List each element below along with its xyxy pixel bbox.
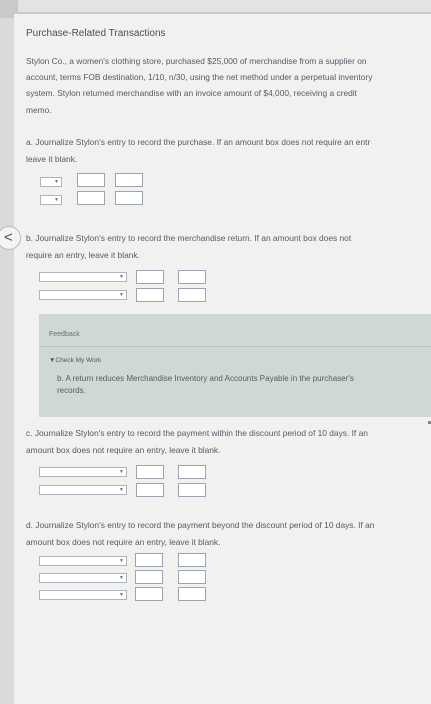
part-a-credit-input-2[interactable] xyxy=(115,191,143,205)
chevron-down-icon: ▼ xyxy=(119,592,124,598)
chevron-down-icon: ▼ xyxy=(119,558,124,564)
chevron-down-icon: ▼ xyxy=(54,197,59,203)
part-b-credit-input-2[interactable] xyxy=(178,288,206,302)
part-a-line-1: a. Journalize Stylon's entry to record the purchase. If an amount box does not require an entr xyxy=(26,137,371,147)
intro-line-3: system. Stylon returned merchandise with an invoice amount of $4,000, receiving a credit xyxy=(26,88,357,98)
part-d-line-1: d. Journalize Stylon's entry to record the payment beyond the discount period of 10 days. If an xyxy=(26,520,375,530)
feedback-text-line-1: b. A return reduces Merchandise Inventory and Accounts Payable in the purchaser's xyxy=(57,374,354,383)
part-d-debit-input-3[interactable] xyxy=(135,587,163,601)
part-b-line-2: require an entry, leave it blank. xyxy=(26,250,140,260)
check-my-work-toggle[interactable]: ▼Check My Work xyxy=(49,357,102,364)
chevron-down-icon: ▼ xyxy=(54,179,59,185)
chevron-left-icon: < xyxy=(4,229,13,246)
part-d-debit-input-1[interactable] xyxy=(135,553,163,567)
top-bar-panel xyxy=(18,0,431,12)
part-a-account-select-1[interactable] xyxy=(40,177,62,187)
feedback-label: Feedback xyxy=(49,331,80,338)
part-b-account-select-2[interactable] xyxy=(39,290,127,300)
chevron-down-icon: ▼ xyxy=(119,487,124,493)
part-c-credit-input-2[interactable] xyxy=(178,483,206,497)
problem-title: Purchase-Related Transactions xyxy=(26,28,166,39)
part-b-line-1: b. Journalize Stylon's entry to record the merchandise return. If an amount box does not xyxy=(26,233,352,243)
part-a-credit-input-1[interactable] xyxy=(115,173,143,187)
part-b-account-select-1[interactable] xyxy=(39,272,127,282)
part-c-debit-input-2[interactable] xyxy=(136,483,164,497)
part-d-account-select-3[interactable] xyxy=(39,590,127,600)
part-c-debit-input-1[interactable] xyxy=(136,465,164,479)
part-d-account-select-2[interactable] xyxy=(39,573,127,583)
part-c-credit-input-1[interactable] xyxy=(178,465,206,479)
part-c-line-2: amount box does not require an entry, leave it blank. xyxy=(26,445,221,455)
chevron-down-icon: ▼ xyxy=(119,575,124,581)
part-c-line-1: c. Journalize Stylon's entry to record the payment within the discount period of 10 days. If an xyxy=(26,428,368,438)
part-d-credit-input-1[interactable] xyxy=(178,553,206,567)
intro-line-4: memo. xyxy=(26,105,52,115)
part-b-debit-input-1[interactable] xyxy=(136,270,164,284)
part-a-line-2: leave it blank. xyxy=(26,154,78,164)
part-c-account-select-2[interactable] xyxy=(39,485,127,495)
problem-page xyxy=(14,14,431,704)
feedback-panel xyxy=(39,314,431,417)
intro-line-1: Stylon Co., a women's clothing store, purchased $25,000 of merchandise from a supplier on xyxy=(26,56,367,66)
part-a-debit-input-2[interactable] xyxy=(77,191,105,205)
part-d-credit-input-2[interactable] xyxy=(178,570,206,584)
part-b-debit-input-2[interactable] xyxy=(136,288,164,302)
chevron-down-icon: ▼ xyxy=(119,274,124,280)
feedback-divider xyxy=(39,346,431,347)
intro-line-2: account, terms FOB destination, 1/10, n/30, using the net method under a perpetual inventory xyxy=(26,72,373,82)
part-a-account-select-2[interactable] xyxy=(40,195,62,205)
part-a-debit-input-1[interactable] xyxy=(77,173,105,187)
part-b-credit-input-1[interactable] xyxy=(178,270,206,284)
part-d-account-select-1[interactable] xyxy=(39,556,127,566)
chevron-down-icon: ▼ xyxy=(119,292,124,298)
part-d-debit-input-2[interactable] xyxy=(135,570,163,584)
chevron-down-icon: ▼ xyxy=(119,469,124,475)
part-c-account-select-1[interactable] xyxy=(39,467,127,477)
feedback-text-line-2: records. xyxy=(57,386,86,395)
part-d-credit-input-3[interactable] xyxy=(178,587,206,601)
part-d-line-2: amount box does not require an entry, leave it blank. xyxy=(26,537,221,547)
